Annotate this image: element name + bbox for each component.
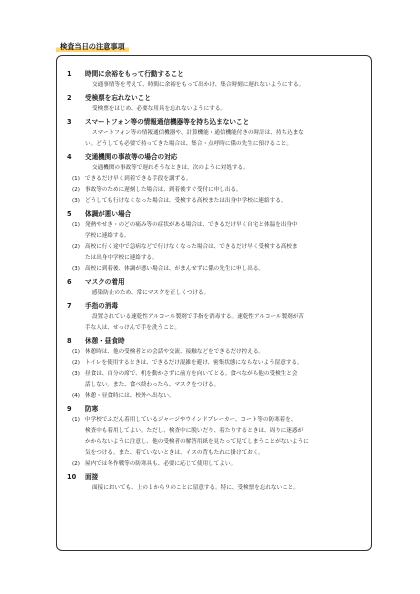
list-item <box>57 459 371 470</box>
section-number: 3 <box>67 118 72 126</box>
list-item <box>57 196 371 207</box>
section-number: 7 <box>67 302 72 310</box>
item-text: 発熱やせき・のどの痛み等の症状がある場合は、できるだけ早く自宅と体温を出身中 <box>85 222 298 228</box>
list-item <box>57 369 371 391</box>
item-text: 検査中も着用してよい。ただし、検査中に脱いだり、着たりするときは、周りに迷惑が <box>85 428 304 434</box>
section-4 <box>57 151 371 207</box>
section-number: 10 <box>67 473 77 481</box>
section-text: 手な人は、せっけんで手を洗うこと。 <box>85 325 180 331</box>
list-item <box>57 391 371 402</box>
item-marker: (1) <box>72 349 80 355</box>
section-title: 休憩・昼食時 <box>85 337 125 345</box>
section-text: 面接においても、上の１から９のことに留意する。特に、受検票を忘れないこと。 <box>92 485 299 491</box>
item-text: できるだけ早く到着できる手段を講ずる。 <box>85 176 192 182</box>
section-title: 体調が悪い場合 <box>85 210 132 218</box>
section-text: い。どうしても必要で持ってきた場合は、集合・点呼時に係の先生に預けること。 <box>85 141 292 147</box>
item-text: トイレを使用するときは、できるだけ混雑を避け、密集状態にならないよう留意する。 <box>85 360 303 366</box>
item-text: 高校に到着後、体調が悪い場合は、がまんせずに係の先生に申し出る。 <box>85 266 265 272</box>
section-number: 1 <box>67 70 72 78</box>
section-text: 設置されている速乾性アルコール製剤で手指を消毒する。速乾性アルコール製剤が苦 <box>92 314 304 320</box>
list-item <box>57 347 371 358</box>
item-text: 学校に連絡する。 <box>85 233 130 239</box>
section-number: 8 <box>67 337 72 345</box>
item-marker: (2) <box>72 461 80 467</box>
item-marker: (2) <box>72 187 80 193</box>
item-marker: (3) <box>72 198 80 204</box>
section-heading: 検査当日の注意事項 <box>56 42 129 52</box>
item-marker: (1) <box>72 417 80 423</box>
item-marker: (1) <box>72 176 80 182</box>
section-3 <box>57 116 371 150</box>
section-1 <box>57 68 371 91</box>
item-text: 話しない。また、食べ終わったら、マスクをつける。 <box>85 382 220 388</box>
item-text: どうしても行けなくなった場合は、受検する高校または出身中学校に連絡する。 <box>85 198 287 204</box>
section-text: 交通機関の事故等で遅れそうなときは、次のように対処する。 <box>92 165 249 171</box>
list-item <box>57 415 371 459</box>
item-text: 休憩・昼食時には、校外へ出ない。 <box>85 393 175 399</box>
notice-box <box>56 55 372 551</box>
item-marker: (3) <box>72 371 80 377</box>
section-7 <box>57 300 371 334</box>
section-number: 5 <box>67 210 72 218</box>
list-item <box>57 174 371 185</box>
list-item <box>57 220 371 242</box>
section-10 <box>57 471 371 494</box>
section-9 <box>57 403 371 470</box>
section-number: 9 <box>67 405 72 413</box>
section-title: マスクの着用 <box>85 278 125 286</box>
item-text: 昼食は、自分の席で、机を動かさずに前方を向いてとる。食べながら他の受検生と会 <box>85 371 298 377</box>
section-text: 感染防止のため、常にマスクを正しくつける。 <box>92 290 210 296</box>
item-marker: (1) <box>72 222 80 228</box>
item-text: たは出身中学校に連絡する。 <box>85 255 158 261</box>
section-text: スマートフォン等の情報通信機器や、計算機能・通信機能付きの時計は、持ち込まな <box>92 130 304 136</box>
section-2 <box>57 92 371 115</box>
section-text: 交通事情等を考えて、時間に余裕をもって出かけ、集合時刻に遅れないようにする。 <box>92 82 305 88</box>
item-text: 休憩時は、他の受検者との会話や交流、接触などをできるだけ控える。 <box>85 349 265 355</box>
section-5 <box>57 208 371 275</box>
section-number: 2 <box>67 94 72 102</box>
item-marker: (3) <box>72 266 80 272</box>
section-number: 6 <box>67 278 72 286</box>
list-item <box>57 185 371 196</box>
item-marker: (2) <box>72 244 80 250</box>
section-6 <box>57 276 371 299</box>
section-title: 手指の消毒 <box>85 302 118 310</box>
section-title: 時間に余裕をもって行動すること <box>85 70 184 78</box>
section-8 <box>57 335 371 402</box>
item-text: 高校に行く途中で急病などで行けなくなった場合は、できるだけ早く受検する高校ま <box>85 244 298 250</box>
section-text: 受検票をはじめ、必要な用具を忘れないようにする。 <box>92 106 227 112</box>
list-item <box>57 358 371 369</box>
item-marker: (2) <box>72 360 80 366</box>
item-text: 中学校でふだん着用しているジャージやウインドブレーカー、コート等の防寒着を、 <box>85 417 297 423</box>
item-marker: (4) <box>72 393 80 399</box>
section-title: 受検票を忘れないこと <box>85 94 151 102</box>
section-title: スマートフォン等の情報通信機器等を持ち込まないこと <box>85 118 250 126</box>
section-number: 4 <box>67 153 72 161</box>
item-text: かからないように注意し、他の受検者の解答用紙を見たって見てしまうことがないように <box>85 439 309 445</box>
list-item <box>57 264 371 275</box>
list-item <box>57 242 371 264</box>
item-text: 屋内では冬作戦等の防寒具も、必要に応じて使用してよい。 <box>85 461 237 467</box>
item-text: 事故等のために遅刻した場合は、到着後すぐ受付に申し出る。 <box>85 187 242 193</box>
section-title: 面接 <box>85 473 99 481</box>
section-title: 交通機関の事故等の場合の対応 <box>85 153 178 161</box>
item-text: 気をつける。また、着ていないときは、イスの背もたれに掛けておく。 <box>85 450 264 456</box>
section-title: 防寒 <box>85 405 99 413</box>
